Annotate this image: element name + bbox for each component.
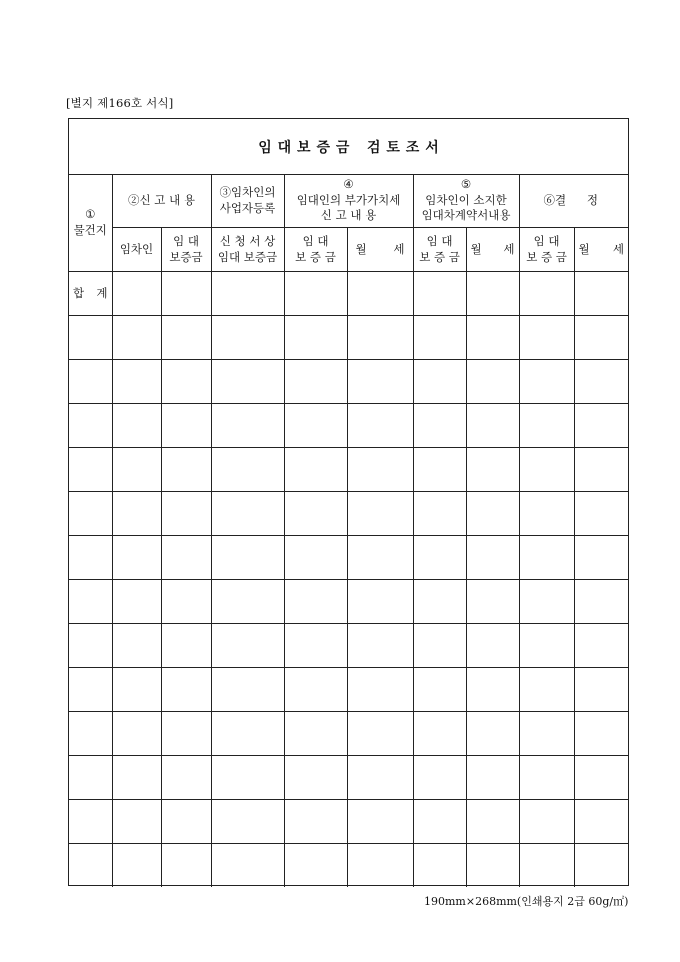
- table-cell[interactable]: [347, 448, 413, 492]
- table-cell[interactable]: [347, 844, 413, 888]
- table-cell[interactable]: [284, 580, 347, 624]
- table-cell[interactable]: [413, 580, 466, 624]
- table-cell[interactable]: [519, 844, 574, 888]
- table-cell[interactable]: [466, 844, 519, 888]
- table-cell[interactable]: [284, 624, 347, 668]
- table-cell[interactable]: [413, 756, 466, 800]
- contract-deposit-char-1: 임: [426, 233, 438, 248]
- table-cell[interactable]: [161, 404, 211, 448]
- table-cell[interactable]: [161, 316, 211, 360]
- table-cell[interactable]: [211, 712, 284, 756]
- table-cell[interactable]: [284, 360, 347, 404]
- table-cell[interactable]: [112, 668, 161, 712]
- decision-label: [520, 193, 629, 209]
- table-row: [69, 404, 628, 448]
- table-cell[interactable]: [574, 624, 628, 668]
- table-cell[interactable]: [466, 756, 519, 800]
- table-cell[interactable]: [466, 448, 519, 492]
- total-label: [69, 286, 112, 302]
- registration-deposit-subheader: [211, 228, 284, 272]
- table-cell[interactable]: [347, 624, 413, 668]
- table-cell[interactable]: [413, 316, 466, 360]
- table-cell[interactable]: [574, 360, 628, 404]
- table-cell[interactable]: [69, 624, 112, 668]
- table-cell[interactable]: [466, 272, 519, 316]
- table-cell[interactable]: [519, 316, 574, 360]
- table-cell[interactable]: [211, 800, 284, 844]
- table-cell[interactable]: [466, 404, 519, 448]
- table-cell[interactable]: [69, 800, 112, 844]
- table-cell[interactable]: [69, 360, 112, 404]
- table-cell[interactable]: [347, 536, 413, 580]
- registration-deposit-line1: 신 청 서 상: [219, 233, 276, 248]
- table-cell[interactable]: [112, 316, 161, 360]
- table-cell[interactable]: [69, 712, 112, 756]
- total-label-cell: [69, 272, 112, 316]
- vat-rent-label: [348, 242, 413, 258]
- table-cell[interactable]: [211, 580, 284, 624]
- contract-deposit-subheader: [413, 228, 466, 272]
- table-cell[interactable]: [413, 712, 466, 756]
- report-deposit-line1: 임 대: [173, 233, 199, 248]
- table-row: [69, 756, 628, 800]
- table-cell[interactable]: [161, 756, 211, 800]
- table-cell[interactable]: [284, 844, 347, 888]
- decision-deposit-subheader: [519, 228, 574, 272]
- table-cell[interactable]: [574, 668, 628, 712]
- vat-deposit-line2: 보 증 금: [295, 249, 336, 264]
- decision-label-a: ⑥결: [543, 192, 567, 207]
- table-row: [69, 492, 628, 536]
- table-cell[interactable]: [284, 492, 347, 536]
- vat-rent-char-1: 월: [355, 241, 367, 256]
- table-cell[interactable]: [519, 536, 574, 580]
- decision-deposit-line1: [520, 234, 574, 250]
- table-cell[interactable]: [519, 756, 574, 800]
- landlord-vat-line2: [285, 208, 413, 224]
- table-cell[interactable]: [574, 404, 628, 448]
- contract-deposit-char-2: 대: [441, 233, 453, 248]
- table-cell[interactable]: [519, 448, 574, 492]
- table-cell[interactable]: [413, 448, 466, 492]
- table-cell[interactable]: [284, 536, 347, 580]
- table-cell[interactable]: [413, 360, 466, 404]
- table-cell[interactable]: [112, 272, 161, 316]
- table-cell[interactable]: [347, 712, 413, 756]
- table-cell[interactable]: [112, 360, 161, 404]
- property-location-label: 물건지: [73, 222, 107, 237]
- landlord-vat-char-4: 용: [365, 208, 377, 223]
- table-cell[interactable]: [161, 844, 211, 888]
- landlord-vat-line1: 임대인의 부가가치세: [296, 192, 401, 207]
- table-cell[interactable]: [69, 316, 112, 360]
- table-cell[interactable]: [519, 404, 574, 448]
- vat-deposit-char-1: 임: [302, 233, 314, 248]
- landlord-vat-number: ④: [343, 177, 354, 192]
- table-cell[interactable]: [161, 536, 211, 580]
- table-cell[interactable]: [284, 756, 347, 800]
- tenant-contract-header: [413, 174, 519, 228]
- table-row: [69, 844, 628, 888]
- table-row: [69, 668, 628, 712]
- property-location-number: ①: [85, 206, 96, 221]
- table-cell[interactable]: [69, 580, 112, 624]
- table-row: [69, 580, 628, 624]
- property-location-header: [69, 174, 112, 272]
- table-cell[interactable]: [161, 668, 211, 712]
- table-cell[interactable]: [466, 536, 519, 580]
- contract-rent-char-2: 세: [503, 241, 515, 256]
- table-row: [69, 316, 628, 360]
- table-cell[interactable]: [284, 800, 347, 844]
- tenant-registration-line2: 사업자등록: [219, 200, 276, 215]
- table-cell[interactable]: [69, 492, 112, 536]
- vat-deposit-line1: [285, 234, 347, 250]
- table-cell[interactable]: [112, 448, 161, 492]
- decision-label-b: 정: [586, 192, 599, 207]
- table-cell[interactable]: [284, 712, 347, 756]
- table-cell[interactable]: [574, 536, 628, 580]
- total-label-char-1: 합: [73, 285, 85, 300]
- table-cell[interactable]: [112, 580, 161, 624]
- contract-rent-label: [467, 242, 519, 258]
- table-cell[interactable]: [519, 360, 574, 404]
- form-number-label: [별지 제166호 서식]: [66, 96, 174, 110]
- table-cell[interactable]: [69, 536, 112, 580]
- tenant-contract-line2: 임대차계약서내용: [421, 208, 511, 223]
- table-cell[interactable]: [519, 624, 574, 668]
- paper-spec-footer: 190mm×268mm(인쇄용지 2급 60g/㎡): [424, 895, 629, 908]
- table-cell[interactable]: [211, 756, 284, 800]
- landlord-vat-char-2: 고: [335, 208, 347, 223]
- report-deposit-line2: 보증금: [169, 249, 203, 264]
- table-cell[interactable]: [211, 360, 284, 404]
- table-cell[interactable]: [211, 272, 284, 316]
- table-cell[interactable]: [161, 712, 211, 756]
- tenant-subheader: 임차인: [112, 228, 161, 272]
- registration-deposit-line2: 임대 보증금: [217, 249, 278, 264]
- table-cell[interactable]: [413, 800, 466, 844]
- table-row: [69, 712, 628, 756]
- decision-rent-label: [575, 242, 629, 258]
- vat-rent-subheader: [347, 228, 413, 272]
- table-cell[interactable]: [69, 448, 112, 492]
- table-row: [69, 624, 628, 668]
- table-cell[interactable]: [413, 536, 466, 580]
- table-row: [69, 360, 628, 404]
- table-cell[interactable]: [161, 448, 211, 492]
- table-cell[interactable]: [347, 492, 413, 536]
- table-cell[interactable]: [211, 316, 284, 360]
- table-cell[interactable]: [347, 800, 413, 844]
- table-cell[interactable]: [161, 624, 211, 668]
- table-cell[interactable]: [413, 404, 466, 448]
- table-cell[interactable]: [211, 536, 284, 580]
- table-cell[interactable]: [211, 492, 284, 536]
- table-row: [69, 448, 628, 492]
- header-row-1: [69, 174, 628, 228]
- table-cell[interactable]: [574, 448, 628, 492]
- tenant-registration-line1: ③임차인의: [219, 184, 276, 199]
- table-cell[interactable]: [466, 580, 519, 624]
- table-cell[interactable]: [211, 448, 284, 492]
- decision-rent-char-1: 월: [578, 241, 590, 256]
- table-cell[interactable]: [161, 492, 211, 536]
- table-cell[interactable]: [347, 756, 413, 800]
- vat-rent-char-2: 세: [393, 241, 405, 256]
- table-cell[interactable]: [466, 668, 519, 712]
- table-cell[interactable]: [574, 756, 628, 800]
- table-cell[interactable]: [112, 624, 161, 668]
- contract-rent-char-1: 월: [470, 241, 482, 256]
- table-cell[interactable]: [466, 360, 519, 404]
- landlord-vat-header: [284, 174, 413, 228]
- decision-rent-char-2: 세: [612, 241, 625, 256]
- decision-deposit-line2: 보 증 금: [526, 249, 567, 264]
- table-cell[interactable]: [413, 624, 466, 668]
- table-cell[interactable]: [347, 316, 413, 360]
- table-cell[interactable]: [284, 272, 347, 316]
- decision-rent-subheader: [574, 228, 628, 272]
- table-cell[interactable]: [112, 756, 161, 800]
- table-cell[interactable]: [466, 492, 519, 536]
- table-cell[interactable]: [574, 800, 628, 844]
- table-cell[interactable]: [347, 360, 413, 404]
- table-cell[interactable]: [519, 492, 574, 536]
- contract-rent-subheader: [466, 228, 519, 272]
- table-cell[interactable]: [519, 272, 574, 316]
- report-deposit-subheader: [161, 228, 211, 272]
- table-cell[interactable]: [347, 580, 413, 624]
- table-cell[interactable]: [284, 404, 347, 448]
- table-cell[interactable]: [161, 360, 211, 404]
- total-label-char-2: 계: [96, 285, 108, 300]
- landlord-vat-char-1: 신: [320, 208, 332, 223]
- page-title: 임 대 보 증 금 검 토 조 서: [258, 139, 439, 156]
- table-cell[interactable]: [69, 668, 112, 712]
- table-cell[interactable]: [284, 316, 347, 360]
- landlord-vat-char-3: 내: [350, 208, 362, 223]
- table-cell[interactable]: [211, 404, 284, 448]
- table-cell[interactable]: [347, 272, 413, 316]
- vat-deposit-char-2: 대: [317, 233, 329, 248]
- table-cell[interactable]: [112, 492, 161, 536]
- table-cell[interactable]: [574, 844, 628, 888]
- table-cell[interactable]: [69, 756, 112, 800]
- tenant-contract-number: ⑤: [460, 177, 472, 192]
- table-cell[interactable]: [413, 668, 466, 712]
- contract-deposit-line1: [414, 234, 466, 250]
- table-cell[interactable]: [211, 844, 284, 888]
- table-row: [69, 536, 628, 580]
- table-cell[interactable]: [574, 272, 628, 316]
- header-row-2: [69, 228, 628, 272]
- table-cell[interactable]: [466, 712, 519, 756]
- table-cell[interactable]: [284, 668, 347, 712]
- total-row: [69, 272, 628, 316]
- table-cell[interactable]: [112, 800, 161, 844]
- table-cell[interactable]: [574, 580, 628, 624]
- contract-deposit-line2: 보 증 금: [419, 249, 460, 264]
- tenant-contract-line1: 임차인이 소지한: [425, 192, 507, 207]
- table-cell[interactable]: [413, 844, 466, 888]
- vat-deposit-subheader: [284, 228, 347, 272]
- tenant-registration-header: [211, 174, 284, 228]
- table-cell[interactable]: [519, 668, 574, 712]
- table-cell[interactable]: [574, 316, 628, 360]
- decision-header: [519, 174, 628, 228]
- table-cell[interactable]: [161, 580, 211, 624]
- table-cell[interactable]: [519, 800, 574, 844]
- table-cell[interactable]: [413, 492, 466, 536]
- table-cell[interactable]: [574, 712, 628, 756]
- table-cell[interactable]: [466, 316, 519, 360]
- table-cell[interactable]: [347, 404, 413, 448]
- table-cell[interactable]: [112, 536, 161, 580]
- table-cell[interactable]: [519, 580, 574, 624]
- table-cell[interactable]: [161, 272, 211, 316]
- form-frame: [68, 118, 629, 886]
- table-cell[interactable]: [69, 844, 112, 888]
- table-cell[interactable]: [574, 492, 628, 536]
- table-cell[interactable]: [466, 624, 519, 668]
- table-cell[interactable]: [211, 624, 284, 668]
- table-cell[interactable]: [466, 800, 519, 844]
- table-cell[interactable]: [112, 844, 161, 888]
- title-row: [69, 119, 628, 175]
- table-row: [69, 800, 628, 844]
- table-cell[interactable]: [69, 404, 112, 448]
- table-cell[interactable]: [347, 668, 413, 712]
- deposit-review-table: [69, 174, 628, 887]
- report-content-header: ②신 고 내 용: [112, 174, 211, 228]
- table-cell[interactable]: [161, 800, 211, 844]
- table-cell[interactable]: [211, 668, 284, 712]
- table-cell[interactable]: [112, 712, 161, 756]
- table-cell[interactable]: [413, 272, 466, 316]
- decision-deposit-char-1: 임: [533, 233, 545, 248]
- decision-deposit-char-2: 대: [548, 233, 560, 248]
- table-cell[interactable]: [112, 404, 161, 448]
- table-cell[interactable]: [519, 712, 574, 756]
- table-cell[interactable]: [284, 448, 347, 492]
